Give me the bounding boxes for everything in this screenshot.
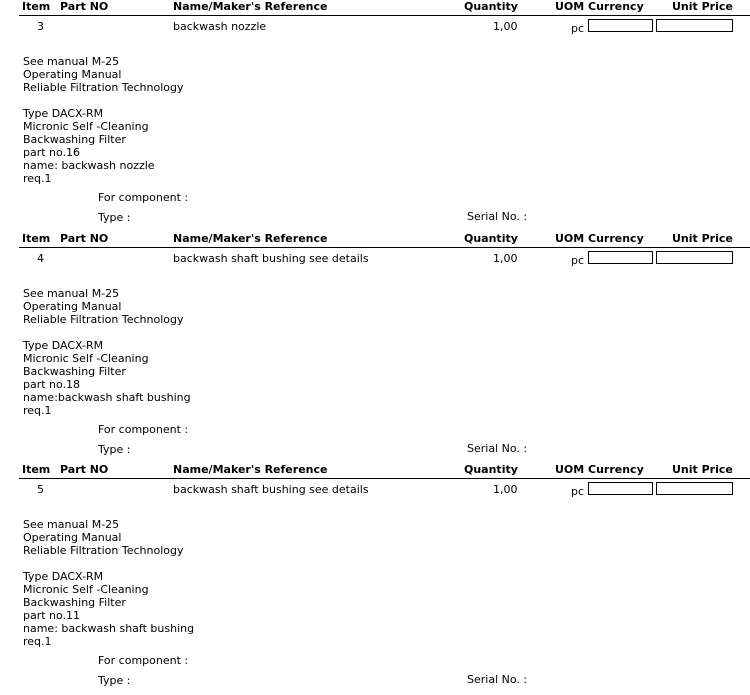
column-header-row [0,232,750,246]
part-entry [0,0,750,232]
description-line: Operating Manual [23,531,122,544]
item-number: 5 [37,483,44,496]
uom-value: pc [571,254,585,267]
header-name: Name/Maker's Reference [173,232,328,245]
description-line: Micronic Self -Cleaning [23,583,149,596]
uom-value: pc [571,485,585,498]
header-part-no: Part NO [60,463,109,476]
uom-value: pc [571,22,585,35]
description-line: name:backwash shaft bushing [23,391,191,404]
part-description [23,518,194,648]
serial-no-label: Serial No. : [467,210,528,223]
header-divider [19,15,750,16]
description-line: req.1 [23,172,52,185]
description-line: Backwashing Filter [23,133,126,146]
description-line: req.1 [23,404,52,417]
type-label: Type : [98,674,131,687]
description-line: part no.16 [23,146,81,159]
quantity-value: 1,00 [493,20,518,33]
description-line [23,557,194,570]
header-part-no: Part NO [60,232,109,245]
description-line: Type DACX-RM [23,570,104,583]
description-line: Reliable Filtration Technology [23,544,184,557]
description-line: name: backwash shaft bushing [23,622,195,635]
part-entry [0,463,750,695]
header-quantity: Quantity [464,463,518,476]
header-uom: UOM [555,0,585,13]
part-description [23,55,183,185]
unit-price-field[interactable] [656,19,733,32]
currency-field[interactable] [588,482,653,495]
part-name: backwash shaft bushing see details [173,252,369,265]
header-item: Item [22,232,51,245]
description-line: See manual M-25 [23,518,120,531]
description-line: Operating Manual [23,68,122,81]
part-name: backwash nozzle [173,20,267,33]
description-line: Reliable Filtration Technology [23,313,184,326]
header-unit-price: Unit Price [672,0,733,13]
header-unit-price: Unit Price [672,463,733,476]
unit-price-field[interactable] [656,482,733,495]
for-component-label: For component : [98,654,189,667]
header-currency: Currency [588,232,644,245]
type-label: Type : [98,211,131,224]
header-divider [19,478,750,479]
description-line: req.1 [23,635,52,648]
description-line: Operating Manual [23,300,122,313]
description-line: Reliable Filtration Technology [23,81,184,94]
description-line [23,94,183,107]
part-description [23,287,191,417]
for-component-label: For component : [98,191,189,204]
description-line: Backwashing Filter [23,365,126,378]
quantity-value: 1,00 [493,252,518,265]
item-number: 3 [37,20,44,33]
quantity-value: 1,00 [493,483,518,496]
description-line [23,326,191,339]
description-line: See manual M-25 [23,55,120,68]
header-divider [19,247,750,248]
part-name: backwash shaft bushing see details [173,483,369,496]
header-item: Item [22,0,51,13]
description-line: part no.18 [23,378,81,391]
header-name: Name/Maker's Reference [173,0,328,13]
header-quantity: Quantity [464,232,518,245]
for-component-label: For component : [98,423,189,436]
description-line: Type DACX-RM [23,339,104,352]
serial-no-label: Serial No. : [467,673,528,686]
part-entry [0,232,750,464]
description-line: part no.11 [23,609,81,622]
column-header-row [0,0,750,14]
header-currency: Currency [588,0,644,13]
type-label: Type : [98,443,131,456]
header-unit-price: Unit Price [672,232,733,245]
description-line: Backwashing Filter [23,596,126,609]
description-line: See manual M-25 [23,287,120,300]
currency-field[interactable] [588,19,653,32]
item-number: 4 [37,252,44,265]
header-name: Name/Maker's Reference [173,463,328,476]
header-part-no: Part NO [60,0,109,13]
description-line: Micronic Self -Cleaning [23,120,149,133]
header-item: Item [22,463,51,476]
header-currency: Currency [588,463,644,476]
description-line: name: backwash nozzle [23,159,155,172]
serial-no-label: Serial No. : [467,442,528,455]
header-uom: UOM [555,232,585,245]
unit-price-field[interactable] [656,251,733,264]
header-quantity: Quantity [464,0,518,13]
column-header-row [0,463,750,477]
header-uom: UOM [555,463,585,476]
description-line: Micronic Self -Cleaning [23,352,149,365]
currency-field[interactable] [588,251,653,264]
description-line: Type DACX-RM [23,107,104,120]
